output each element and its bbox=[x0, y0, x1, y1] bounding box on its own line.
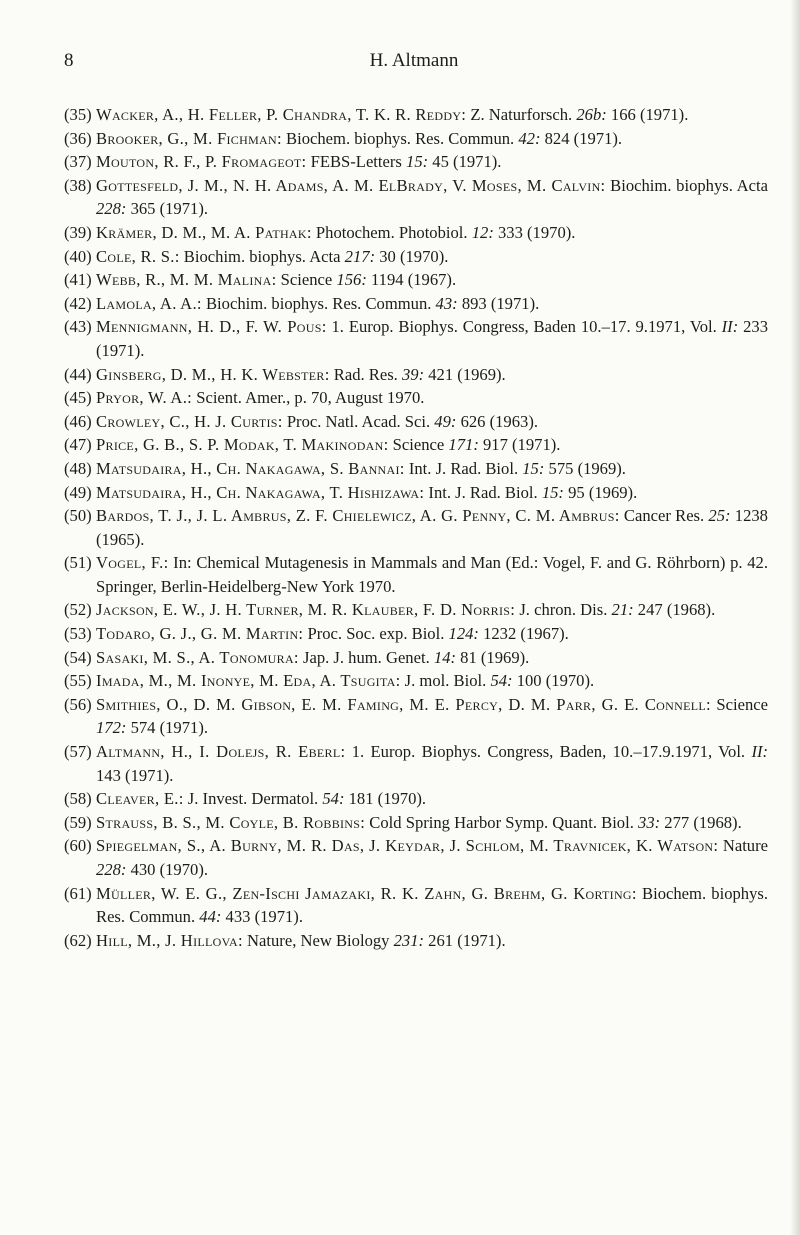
reference-item bbox=[64, 315, 768, 362]
reference-authors: Krämer, D. M., M. A. Pathak: bbox=[96, 222, 312, 242]
page-edge-shadow bbox=[790, 0, 800, 1235]
reference-authors: Vogel, F.: bbox=[96, 553, 169, 573]
reference-authors: Strauss, B. S., M. Coyle, B. Robbins: bbox=[96, 812, 366, 832]
reference-details: 430 (1970). bbox=[126, 860, 208, 879]
reference-details: 575 (1969). bbox=[544, 458, 626, 478]
reference-item bbox=[64, 221, 768, 245]
reference-source: Proc. Natl. Acad. Sci. bbox=[282, 411, 435, 431]
reference-authors: Ginsberg, D. M., H. K. Webster: bbox=[96, 364, 330, 384]
reference-number: (53) bbox=[64, 624, 92, 644]
reference-item bbox=[64, 292, 768, 316]
reference-item bbox=[64, 433, 768, 457]
reference-source: Science bbox=[276, 270, 337, 290]
reference-source: Proc. Soc. exp. Biol. bbox=[303, 624, 449, 644]
reference-item bbox=[64, 504, 768, 551]
reference-volume: 172: bbox=[96, 718, 127, 738]
reference-volume: 42: bbox=[518, 128, 541, 148]
reference-authors: Müller, W. E. G., Zen-Ischi Jamazaki, R. K. Zahn, G. Brehm, G. Korting: bbox=[96, 883, 637, 903]
reference-item bbox=[64, 363, 768, 387]
reference-number: (55) bbox=[64, 671, 92, 691]
reference-volume: 54: bbox=[490, 671, 513, 691]
running-title: H. Altmann bbox=[369, 50, 459, 71]
reference-source: Nature, New Biology bbox=[242, 930, 394, 950]
reference-volume: 44: bbox=[199, 907, 222, 927]
reference-item bbox=[64, 386, 768, 410]
reference-item bbox=[64, 481, 768, 505]
reference-authors: Jackson, E. W., J. H. Turner, M. R. Klauber, F. D. Norris: bbox=[96, 600, 516, 620]
reference-details: 1232 (1967). bbox=[478, 624, 569, 644]
reference-details: 95 (1969). bbox=[563, 482, 638, 502]
reference-source: Biochim. biophys. Acta bbox=[179, 246, 345, 266]
reference-source: 1. Europ. Biophys. Congress, Baden 10.–17. 9.1971, Vol. bbox=[326, 317, 722, 337]
reference-number: (56) bbox=[64, 694, 92, 714]
reference-details: 421 (1969). bbox=[424, 364, 506, 384]
reference-number: (36) bbox=[64, 128, 92, 148]
reference-authors: Mouton, R. F., P. Fromageot: bbox=[96, 152, 307, 172]
reference-item bbox=[64, 929, 768, 953]
reference-volume: 33: bbox=[638, 812, 661, 832]
reference-source: Science bbox=[388, 435, 449, 455]
reference-authors: Pryor, W. A.: bbox=[96, 388, 193, 408]
reference-details: 1194 (1967). bbox=[366, 270, 457, 290]
reference-item bbox=[64, 669, 768, 693]
reference-authors: Todaro, G. J., G. M. Martin: bbox=[96, 624, 304, 644]
reference-volume: 15: bbox=[522, 458, 545, 478]
reference-number: (43) bbox=[64, 317, 92, 337]
reference-volume: II: bbox=[751, 742, 769, 762]
reference-source: J. mol. Biol. bbox=[400, 671, 491, 691]
reference-volume: 228: bbox=[96, 860, 127, 879]
reference-number: (39) bbox=[64, 222, 92, 242]
reference-volume: 12: bbox=[471, 222, 494, 242]
reference-details: 1238 (1965). bbox=[96, 506, 768, 549]
reference-details: 574 (1971). bbox=[126, 718, 208, 738]
reference-authors: Crowley, C., H. J. Curtis: bbox=[96, 411, 283, 431]
reference-details: 824 (1971). bbox=[540, 128, 623, 148]
reference-authors: Brooker, G., M. Fichman: bbox=[96, 128, 282, 148]
reference-authors: Price, G. B., S. P. Modak, T. Makinodan: bbox=[96, 435, 389, 455]
reference-details: 30 (1970). bbox=[375, 246, 449, 266]
reference-volume: 49: bbox=[434, 411, 457, 431]
reference-source: Z. Naturforsch. bbox=[466, 105, 577, 124]
reference-item bbox=[64, 622, 768, 646]
reference-item bbox=[64, 268, 768, 292]
reference-number: (38) bbox=[64, 175, 92, 195]
reference-source: Biochim. biophys. Res. Commun. bbox=[201, 293, 436, 313]
reference-volume: 15: bbox=[541, 482, 564, 502]
reference-details: 365 (1971). bbox=[126, 199, 208, 219]
reference-volume: 25: bbox=[708, 506, 731, 526]
reference-number: (50) bbox=[64, 506, 92, 526]
reference-source: FEBS-Letters bbox=[306, 152, 407, 172]
reference-number: (60) bbox=[64, 836, 92, 856]
reference-authors: Sasaki, M. S., A. Tonomura: bbox=[96, 647, 299, 667]
reference-item bbox=[64, 457, 768, 481]
reference-authors: Mennigmann, H. D., F. W. Pous: bbox=[96, 317, 327, 337]
reference-authors: Cleaver, E.: bbox=[96, 789, 184, 809]
reference-volume: 43: bbox=[435, 293, 458, 313]
reference-number: (48) bbox=[64, 458, 92, 478]
reference-item bbox=[64, 693, 768, 740]
reference-number: (52) bbox=[64, 600, 92, 620]
reference-details: 45 (1971). bbox=[428, 152, 502, 172]
reference-details: Vogel, F. and G. Röhrborn) p. 42. Springer, Berlin-Heidelberg-New York 1970. bbox=[96, 553, 768, 596]
reference-number: (46) bbox=[64, 411, 92, 431]
reference-volume: 14: bbox=[433, 647, 457, 667]
reference-authors: Matsudaira, H., Ch. Nakagawa, T. Hishizawa: bbox=[96, 482, 425, 502]
reference-number: (57) bbox=[64, 742, 92, 762]
reference-item bbox=[64, 811, 768, 835]
reference-number: (58) bbox=[64, 789, 92, 809]
reference-item bbox=[64, 787, 768, 811]
reference-authors: Altmann, H., I. Dolejs, R. Eberl: bbox=[96, 742, 346, 762]
reference-authors: Smithies, O., D. M. Gibson, E. M. Faming, M. E. Percy, D. M. Parr, G. E. Connell: bbox=[96, 694, 711, 714]
reference-volume: 156: bbox=[336, 270, 367, 290]
reference-authors: Gottesfeld, J. M., N. H. Adams, A. M. ElBrady, V. Moses, M. Calvin: bbox=[96, 175, 606, 195]
reference-source: Biochim. biophys. Acta bbox=[605, 175, 768, 195]
reference-volume: 124: bbox=[448, 624, 479, 644]
reference-details: 100 (1970). bbox=[512, 671, 595, 691]
reference-source: J. Invest. Dermatol. bbox=[183, 789, 323, 809]
page-number: 8 bbox=[64, 50, 74, 71]
reference-number: (44) bbox=[64, 364, 92, 384]
reference-item bbox=[64, 245, 768, 269]
reference-details: 333 (1970). bbox=[493, 222, 576, 242]
reference-source: In: Chemical Mutagenesis in Mammals and Man (Ed.: bbox=[168, 553, 543, 573]
reference-number: (35) bbox=[64, 105, 92, 124]
reference-authors: Matsudaira, H., Ch. Nakagawa, S. Bannai: bbox=[96, 458, 405, 478]
reference-number: (45) bbox=[64, 388, 92, 408]
reference-volume: 217: bbox=[344, 246, 376, 266]
reference-item bbox=[64, 882, 768, 929]
reference-volume: 15: bbox=[406, 152, 429, 172]
reference-number: (59) bbox=[64, 812, 92, 832]
reference-item bbox=[64, 410, 768, 434]
reference-number: (62) bbox=[64, 930, 92, 950]
reference-volume: 54: bbox=[322, 789, 345, 809]
reference-item bbox=[64, 598, 768, 622]
reference-volume: 171: bbox=[448, 435, 479, 455]
reference-details: 277 (1968). bbox=[660, 812, 742, 832]
reference-source: 1. Europ. Biophys. Congress, Baden, 10.–17.9.1971, Vol. bbox=[345, 742, 752, 762]
reference-item bbox=[64, 740, 768, 787]
reference-source: Rad. Res. bbox=[329, 364, 402, 384]
reference-volume: 231: bbox=[393, 930, 425, 950]
reference-source: Nature bbox=[718, 836, 768, 856]
reference-volume: 39: bbox=[401, 364, 425, 384]
reference-details: 247 (1968). bbox=[633, 600, 716, 620]
reference-source: Photochem. Photobiol. bbox=[311, 222, 472, 242]
reference-details: 181 (1970). bbox=[344, 789, 427, 809]
reference-volume: II: bbox=[721, 317, 739, 337]
reference-details: 166 (1971). bbox=[606, 105, 689, 124]
reference-details: 433 (1971). bbox=[221, 907, 303, 927]
reference-details: 893 (1971). bbox=[457, 293, 540, 313]
reference-volume: 26b: bbox=[576, 105, 607, 124]
reference-source: Cancer Res. bbox=[619, 506, 709, 526]
reference-number: (37) bbox=[64, 152, 92, 172]
reference-details: 626 (1963). bbox=[456, 411, 538, 431]
reference-number: (61) bbox=[64, 883, 92, 903]
reference-details: 917 (1971). bbox=[478, 435, 561, 455]
reference-source: Science bbox=[710, 694, 768, 714]
reference-authors: Imada, M., M. Inonye, M. Eda, A. Tsugita: bbox=[96, 671, 401, 691]
reference-authors: Bardos, T. J., J. L. Ambrus, Z. F. Chielewicz, A. G. Penny, C. M. Ambrus: bbox=[96, 506, 620, 526]
reference-details: 233 (1971). bbox=[96, 317, 768, 360]
reference-item bbox=[64, 103, 768, 127]
reference-authors: Cole, R. S.: bbox=[96, 246, 180, 266]
reference-authors: Spiegelman, S., A. Burny, M. R. Das, J. Keydar, J. Schlom, M. Travnicek, K. Watson: bbox=[96, 836, 719, 856]
reference-details: 261 (1971). bbox=[424, 930, 506, 950]
reference-number: (42) bbox=[64, 293, 92, 313]
page-header bbox=[64, 50, 764, 80]
reference-number: (54) bbox=[64, 647, 92, 667]
reference-source: J. chron. Dis. bbox=[515, 600, 612, 620]
reference-authors: Webb, R., M. M. Malina: bbox=[96, 270, 277, 290]
reference-source: Int. J. Rad. Biol. bbox=[424, 482, 542, 502]
reference-authors: Lamola, A. A.: bbox=[96, 293, 202, 313]
reference-item bbox=[64, 646, 768, 670]
reference-item bbox=[64, 150, 768, 174]
reference-number: (47) bbox=[64, 435, 92, 455]
reference-item bbox=[64, 127, 768, 151]
reference-volume: 21: bbox=[611, 600, 634, 620]
reference-source: Biochem. biophys. Res. Commun. bbox=[281, 128, 519, 148]
reference-authors: Hill, M., J. Hillova: bbox=[96, 930, 243, 950]
reference-details: 81 (1969). bbox=[456, 647, 530, 667]
reference-details: 143 (1971). bbox=[96, 765, 174, 785]
reference-item bbox=[64, 834, 768, 881]
reference-number: (49) bbox=[64, 482, 92, 502]
reference-item bbox=[64, 174, 768, 221]
reference-item bbox=[64, 551, 768, 598]
reference-source: Scient. Amer., p. 70, August 1970. bbox=[192, 388, 425, 408]
reference-volume: 228: bbox=[96, 199, 127, 219]
reference-source: Int. J. Rad. Biol. bbox=[404, 458, 523, 478]
reference-number: (40) bbox=[64, 246, 92, 266]
reference-source: Jap. J. hum. Genet. bbox=[298, 647, 434, 667]
reference-number: (41) bbox=[64, 270, 92, 290]
reference-authors: Wacker, A., H. Feller, P. Chandra, T. K. R. Reddy: bbox=[96, 105, 467, 124]
reference-source: Biochem. biophys. Res. Commun. bbox=[96, 883, 769, 927]
reference-list bbox=[64, 103, 768, 952]
reference-number: (51) bbox=[64, 553, 92, 573]
reference-source: Cold Spring Harbor Symp. Quant. Biol. bbox=[365, 812, 639, 832]
